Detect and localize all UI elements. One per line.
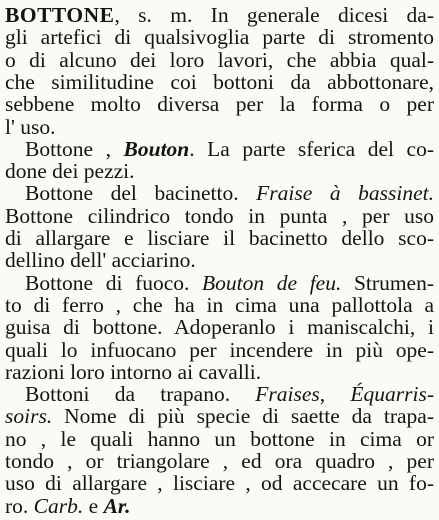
text-line	[5, 48, 434, 72]
text-run: . La parte sferica del co-	[189, 136, 434, 161]
text-run: ,	[319, 382, 351, 407]
text-run: Bottone ,	[25, 136, 124, 161]
text-line	[5, 449, 434, 473]
text-line	[5, 3, 434, 27]
text-run: Strumen-	[341, 270, 434, 295]
text-run: no , le quali hanno un bottone in cima or	[5, 426, 434, 451]
text-run: Nome di più specie di saette da trapa-	[52, 404, 434, 429]
text-run: Bottone di fuoco.	[25, 270, 203, 295]
text-run: Bottone cilindrico tondo in punta , per uso	[5, 203, 434, 228]
text-line	[5, 315, 434, 339]
text-line	[25, 181, 434, 205]
text-run: e	[83, 493, 104, 518]
text-line	[5, 427, 434, 451]
text-line	[5, 471, 434, 495]
french-term: Équarris-	[350, 382, 434, 407]
text-line	[5, 293, 434, 317]
text-line	[25, 271, 434, 295]
text-line	[5, 404, 434, 428]
text-line	[5, 360, 434, 384]
text-line	[25, 137, 434, 161]
french-term: Bouton de feu.	[202, 270, 342, 295]
text-line	[5, 92, 434, 116]
text-run: uso di allargare , lisciare , od accecare un fo-	[5, 471, 434, 496]
french-term: soirs.	[5, 404, 53, 429]
french-term: Fraise à bassinet.	[256, 181, 434, 206]
text-run: l' uso.	[5, 114, 56, 139]
text-run: to di ferro , che ha in cima una pallottola a	[5, 292, 434, 317]
text-run: dellino dell' acciarino.	[5, 248, 196, 273]
french-term: Fraises	[255, 382, 320, 407]
text-run: Bottoni da trapano.	[25, 382, 256, 407]
text-line	[5, 226, 434, 250]
text-run: gli artefici di qualsivoglia parte di stromento	[5, 25, 434, 50]
text-run: razioni loro intorno ai cavalli.	[5, 359, 262, 384]
text-line	[5, 70, 434, 94]
text-run: guisa di bottone. Adoperanlo i maniscalchi, i	[5, 315, 434, 340]
text-line	[5, 204, 434, 228]
text-run: sebbene molto diversa per la forma o per	[5, 92, 434, 117]
text-line	[5, 159, 434, 183]
french-term-bold: Bouton	[123, 136, 190, 161]
text-run: che similitudine coi bottoni da abbottonare,	[5, 69, 434, 94]
text-run: o di alcuno dei loro lavori, che abbia qual-	[5, 47, 434, 72]
text-run: done dei pezzi.	[5, 159, 135, 184]
french-term-bold: Ar.	[103, 493, 131, 518]
french-term: Carb.	[33, 493, 84, 518]
text-line	[5, 338, 434, 362]
text-run: Bottone del bacinetto.	[25, 181, 257, 206]
text-run: ro.	[5, 493, 34, 518]
text-run: quali lo infuocano per incendere in più ope-	[5, 337, 434, 362]
text-line	[5, 494, 434, 518]
text-line	[5, 115, 434, 139]
text-line	[25, 382, 434, 406]
text-run: tondo , or triangolare , ed ora quadro , per	[5, 449, 434, 473]
text-run: di allargare e lisciare il bacinetto dello sco-	[5, 226, 434, 250]
text-run: , s. m. In generale dicesi da-	[114, 3, 434, 27]
text-line	[5, 25, 434, 49]
headword: BOTTONE	[5, 3, 115, 27]
text-line	[5, 248, 434, 272]
